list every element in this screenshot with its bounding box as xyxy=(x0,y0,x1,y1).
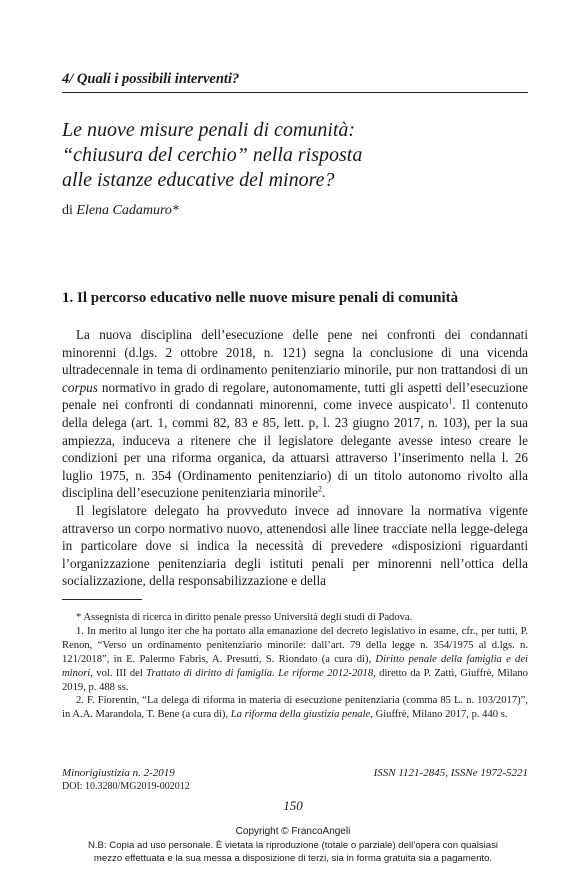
footnotes xyxy=(62,611,528,722)
paragraph: Il legislatore delegato ha provveduto invece ad innovare la normativa vigente attraverso un corpo normativo nuovo, attenendosi alle linee tracciate nella legge-delega in particolare dove si indica la necessità di prevedere «disposizioni riguardanti l’organizzazione penitenziaria degli istituti penali per minorenni nell’ottica della socializzazione, della responsabilizzazione e della xyxy=(62,502,528,589)
footnote-divider xyxy=(62,599,142,600)
issn: ISSN 1121-2845, ISSNe 1972-5221 xyxy=(373,767,528,779)
byline-prefix: di xyxy=(62,203,73,218)
section-header: 4/ Quali i possibili interventi? xyxy=(62,71,528,93)
doi: DOI: 10.3280/MG2019-002012 xyxy=(62,781,190,792)
byline xyxy=(62,203,179,219)
footnote-ref: 1 xyxy=(448,396,453,406)
copyright-notice: Copyright © FrancoAngeli xyxy=(235,826,351,837)
journal-name: Minorigiustizia n. 2-2019 xyxy=(62,767,175,779)
paragraph: La nuova disciplina dell’esecuzione delle pene nei confronti dei condannati minorenni (d.lgs. 2 ottobre 2018, n. 121) segna la conclusione di una vicenda ultradecennale in tema di ordinamento penitenziario minorile, pur non trattandosi di un corpus normativo in grado di regolare, autonomamente, tutti gli aspetti dell’esecuzione penale nei confronti di condannati minorenni, come invece auspicato$^1$. Il contenuto della delega (art. 1, commi 82, 83 e 85, lett. p, l. 23 giugno 2017, n. 103), per la sua ampiezza, induceva a ritenere che il legislatore delegante avesse inteso creare le condizioni per una riforma organica, da attuarsi attraverso l’inserimento nella l. 26 luglio 1975, n. 354 (Ordinamento penitenziario) di un titolo autonomo rivolto alla disciplina dell’esecuzione penitenziaria minorile$^2$. xyxy=(62,327,529,501)
usage-notice: N.B: Copia ad uso personale. È vietata la riproduzione (totale o parziale) dell’opera con qualsiasi mezzo effettuata e la sua messa a disposizione di terzi, sia in forma gratuita sia a pagamento. xyxy=(87,840,499,864)
footnote: 1. In merito al lungo iter che ha portato alla emanazione del decreto legislativo in esame, cfr., per tutti, P. Renon, “Verso un ordinamento penitenziario minorile: dall’art. 79 della legge n. 354/1975 al d.lgs. n. 121/2018”, in E. Palermo Fabris, A. Presutti, S. Riondato (a cura di), Diritto penale della famiglia e dei minori, vol. III del Trattato di diritto di famiglia. Le riforme 2012-2018, diretto da P. Zatti, Giuffrè, Milano 2019, p. 488 ss. xyxy=(62,625,528,693)
footnote: 2. F. Fiorentin, “La delega di riforma in materia di esecuzione penitenziaria (comma 85 L. n. 103/2017)”, in A.A. Marandola, T. Bene (a cura di), La riforma della giustizia penale, Giuffrè, Milano 2017, p. 440 s. xyxy=(62,695,528,721)
title-line: alle istanze educative del minore? xyxy=(62,169,335,191)
author-name: Elena Cadamuro* xyxy=(76,203,179,218)
page-number: 150 xyxy=(283,798,303,813)
title-line: “chiusura del cerchio” nella risposta xyxy=(62,144,363,166)
footnote-ref: 2 xyxy=(317,484,322,494)
footnote: * Assegnista di ricerca in diritto penale presso Università degli studi di Padova. xyxy=(76,612,413,623)
body-text xyxy=(62,326,528,590)
article-title xyxy=(62,118,532,193)
title-line: Le nuove misure penali di comunità: xyxy=(62,119,356,141)
section-heading: 1. Il percorso educativo nelle nuove misure penali di comunità xyxy=(62,290,459,306)
